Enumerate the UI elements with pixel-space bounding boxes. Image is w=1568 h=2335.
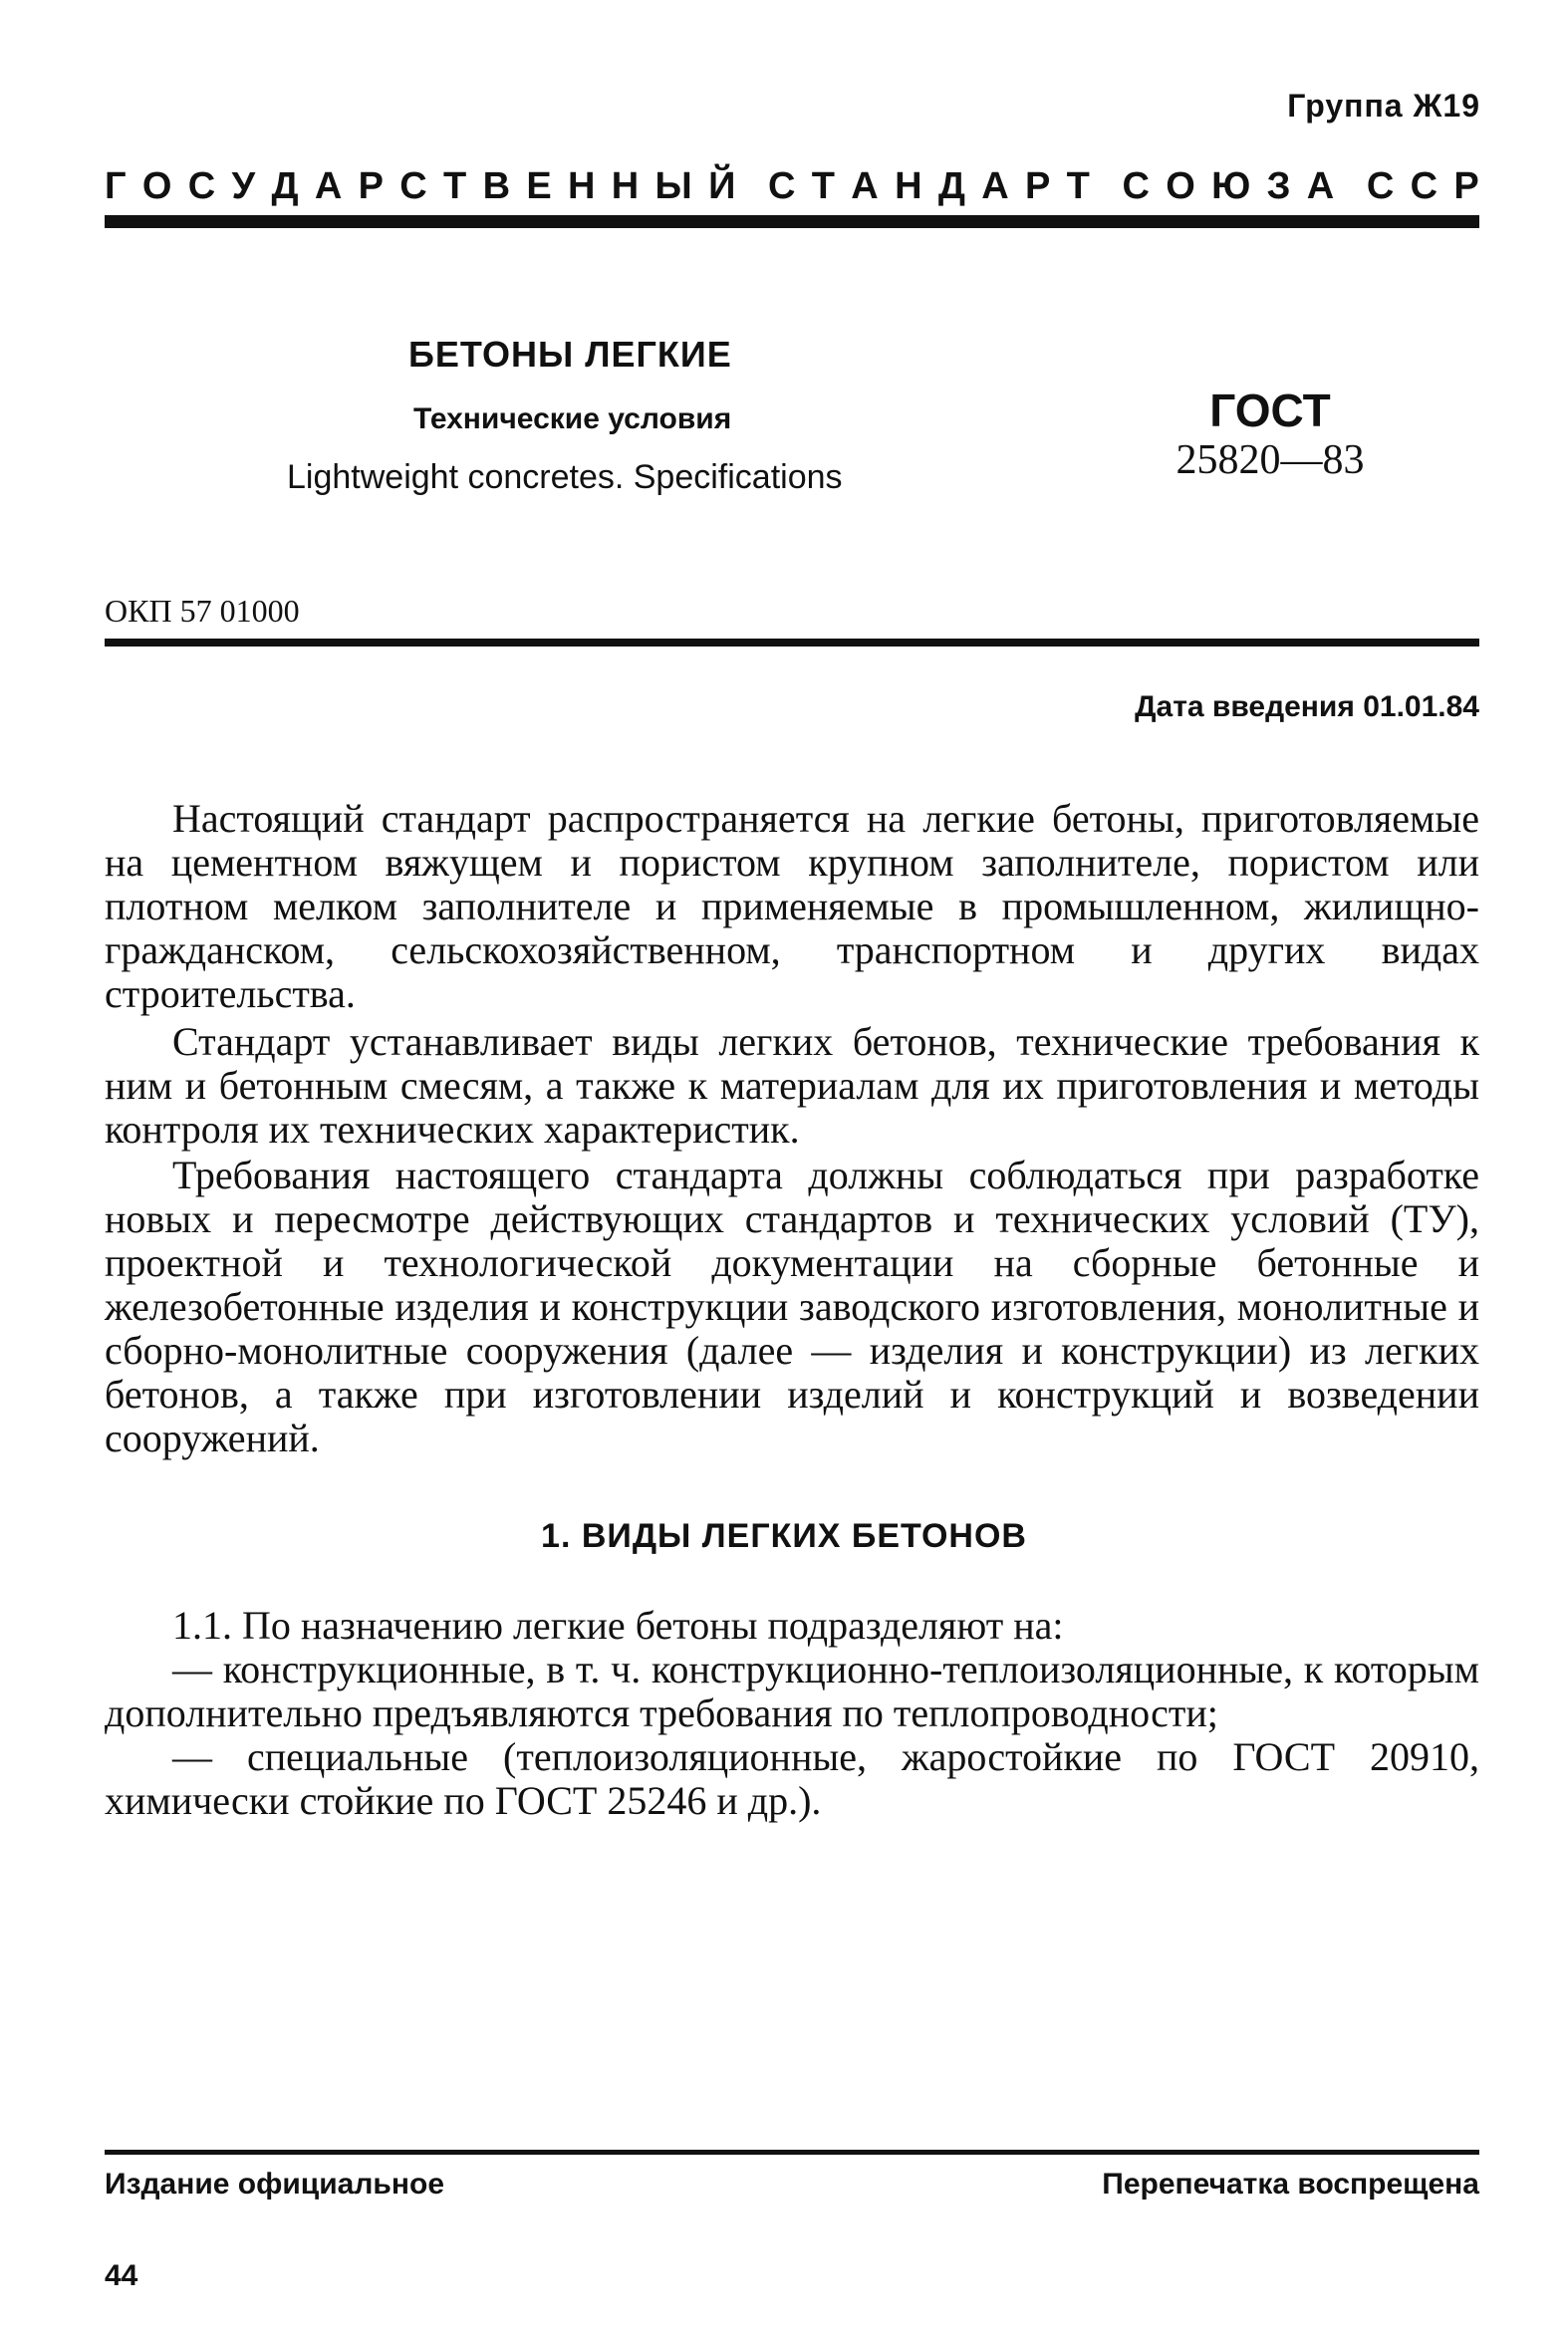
letter: А: [314, 165, 343, 207]
paragraph: Настоящий стандарт распространяется на легкие бетоны, приготовляемые на цементном вяжущем и пористом крупном заполнителе, пористом или плотном мелком заполнителе и применяемые в промышленном, жилищно-гражданском, сельскохозяйственном, транспортном и других видах строительства.: [105, 796, 1479, 1016]
letter: Н: [611, 165, 640, 207]
reprint-note: Перепечатка воспрещена: [1102, 2168, 1479, 2201]
list-item: — конструкционные, в т. ч. конструкционно-теплоизоляционные, к которым дополнительно предъявляются требования по теплопроводности;: [105, 1647, 1479, 1735]
letter: Р: [1453, 165, 1479, 207]
letter: Р: [358, 165, 384, 207]
letter: Н: [568, 165, 596, 207]
gost-number: 25820—83: [1176, 437, 1365, 483]
letter: С: [1410, 165, 1438, 207]
letter: О: [141, 165, 172, 207]
paragraph: Стандарт устанавливает виды легких бетонов, технические требования к ним и бетонным смесям, а также к материалам для их приготовления и методы контроля их технических характеристик.: [105, 1019, 1479, 1152]
letter: Т: [1066, 165, 1090, 207]
letter: С: [187, 165, 216, 207]
letter: С: [1122, 165, 1150, 207]
section-text: [105, 1604, 1479, 1823]
list-item: — специальные (теплоизоляционные, жаростойкие по ГОСТ 20910, химически стойкие по ГОСТ 25246 и др.).: [105, 1734, 1479, 1823]
section-heading: 1. ВИДЫ ЛЕГКИХ БЕТОНОВ: [541, 1517, 1027, 1555]
letter: Д: [271, 165, 299, 207]
letter: Н: [895, 165, 922, 207]
letter: Р: [1024, 165, 1051, 207]
footer-rule: [105, 2150, 1479, 2155]
header-rule: [105, 215, 1479, 228]
english-title: Lightweight concretes. Specifications: [287, 458, 843, 496]
letter: У: [231, 165, 256, 207]
document-title: БЕТОНЫ ЛЕГКИЕ: [408, 334, 732, 375]
letter: Т: [811, 165, 835, 207]
letter: С: [399, 165, 427, 207]
letter: Ю: [1211, 165, 1251, 207]
intro-text: [105, 797, 1479, 1460]
letter: Е: [526, 165, 552, 207]
letter: Д: [937, 165, 965, 207]
letter: С: [1366, 165, 1395, 207]
edition-note: Издание официальное: [105, 2168, 445, 2201]
letter: А: [981, 165, 1009, 207]
letter: О: [1166, 165, 1195, 207]
letter: З: [1266, 165, 1291, 207]
gost-label: ГОСТ: [1209, 385, 1331, 436]
letter: Т: [443, 165, 467, 207]
state-standard-heading: [105, 165, 1479, 208]
letter: А: [1306, 165, 1335, 207]
paragraph: Требования настоящего стандарта должны соблюдаться при разработке новых и пересмотре действующих стандартов и технических условий (ТУ), проектной и технологической документации на сборные бетонные и железобетонные изделия и конструкции заводского изготовления, монолитные и сборно-монолитные сооружения (далее — изделия и конструкции) из легких бетонов, а также при изготовлении изделий и конструкций и возведении сооружений.: [105, 1153, 1479, 1460]
okp-rule: [105, 639, 1479, 647]
okp-code: ОКП 57 01000: [105, 593, 300, 629]
document-subtitle: Технические условия: [413, 402, 732, 435]
paragraph: 1.1. По назначению легкие бетоны подразделяют на:: [172, 1603, 1064, 1648]
letter: Й: [708, 165, 736, 207]
group-label: Группа Ж19: [1287, 88, 1480, 124]
letter: С: [768, 165, 796, 207]
page-number: 44: [105, 2259, 138, 2292]
introduction-date: Дата введения 01.01.84: [1135, 690, 1479, 723]
letter: В: [482, 165, 511, 207]
letter: Ы: [654, 165, 692, 207]
letter: А: [851, 165, 879, 207]
letter: Г: [105, 165, 127, 207]
